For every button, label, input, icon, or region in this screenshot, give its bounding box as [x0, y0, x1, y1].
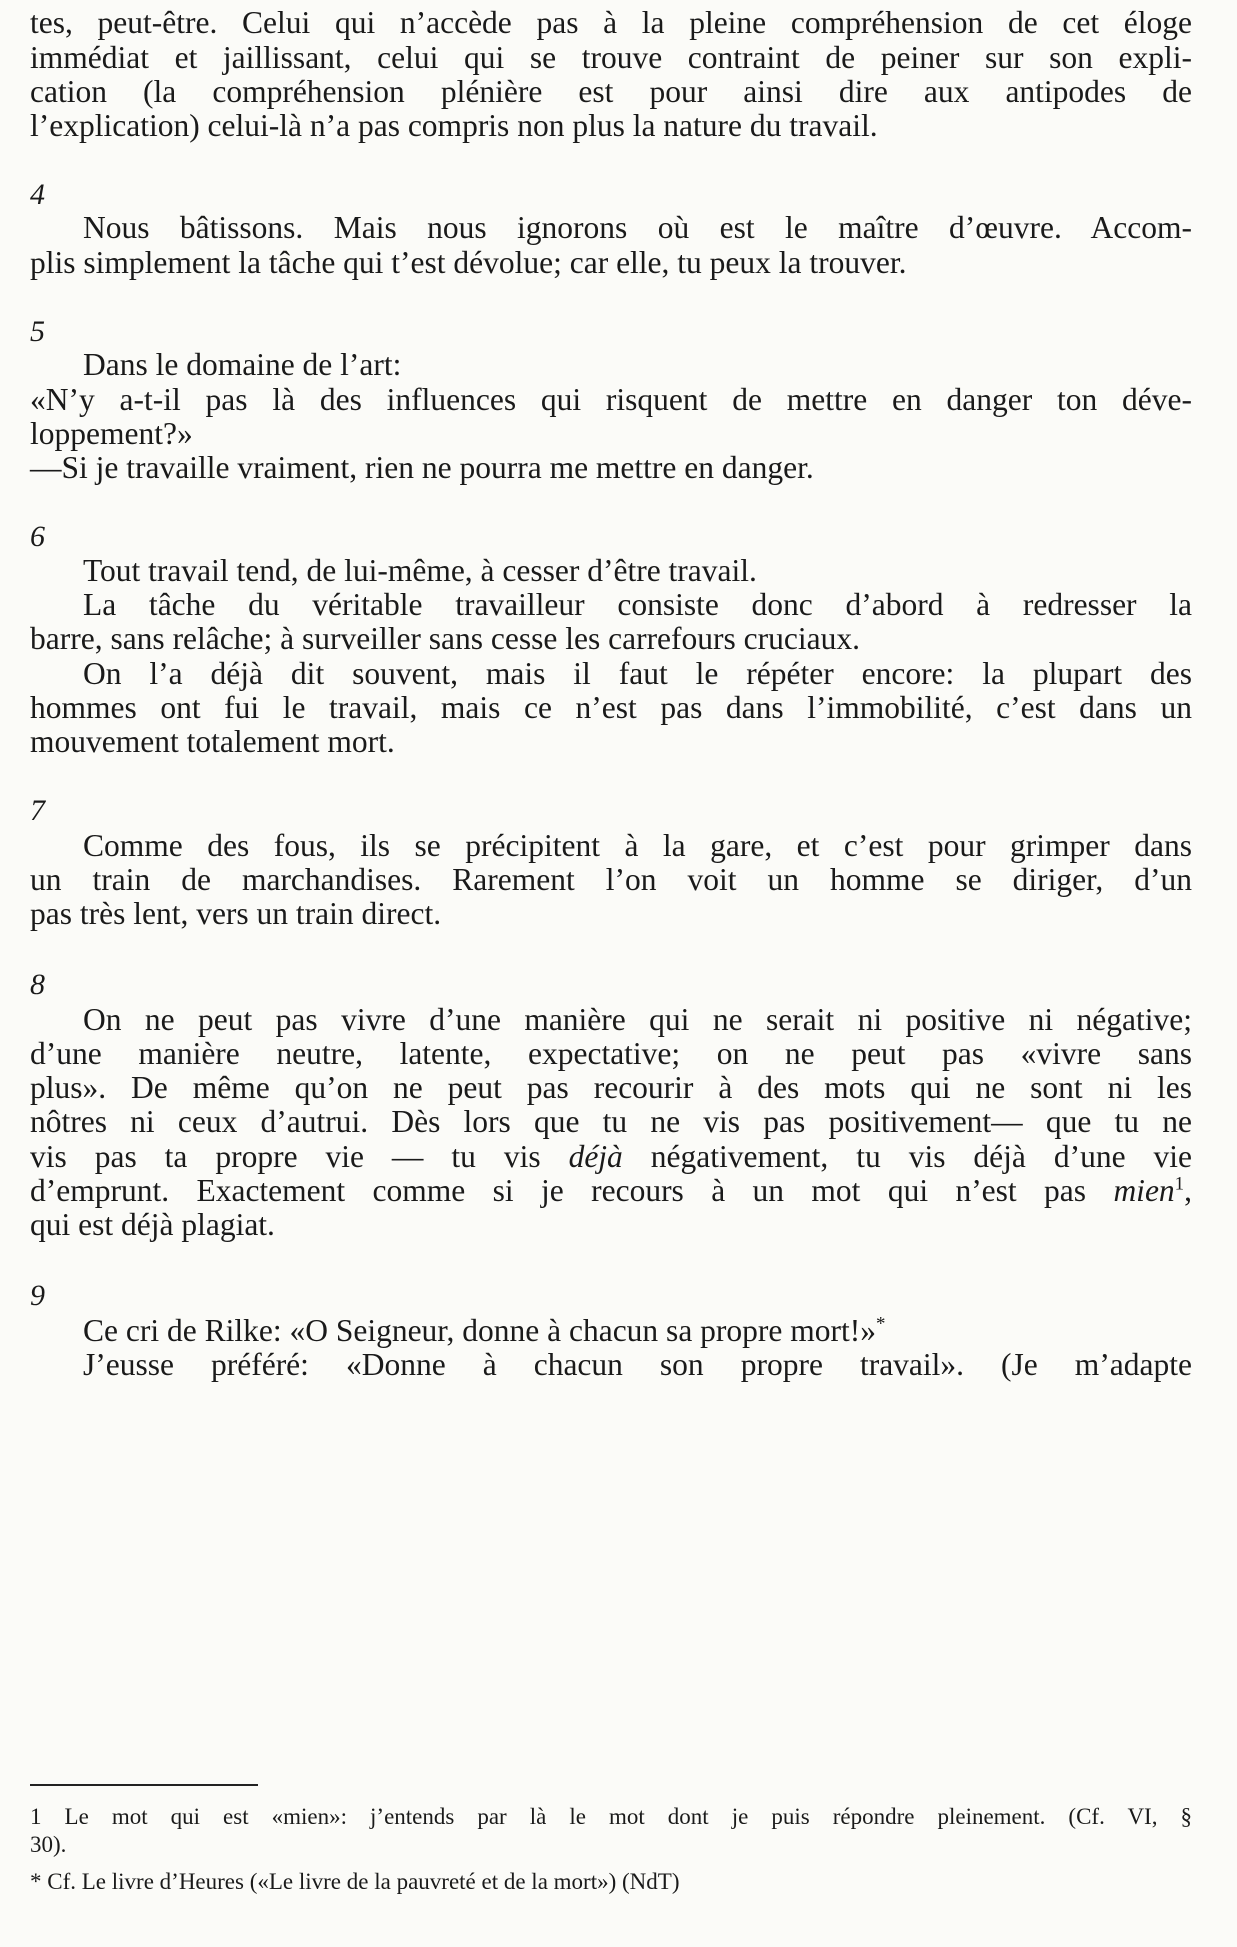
text-line: nôtres ni ceux d’autrui. Dès lors que tu ne vis pas positivement— que tu ne	[30, 1104, 1192, 1139]
section-number: 4	[30, 178, 45, 211]
footnote-mark: *	[30, 1869, 42, 1894]
text-line: Tout travail tend, de lui-même, à cesser d’être travail.	[83, 553, 757, 588]
text-line: Comme des fous, ils se précipitent à la gare, et c’est pour grimper dans	[83, 828, 1192, 863]
text-line: barre, sans relâche; à surveiller sans cesse les carrefours cruciaux.	[30, 621, 860, 656]
footnote-text: Cf. Le livre d’Heures («Le livre de la pauvreté et de la mort») (NdT)	[47, 1869, 680, 1894]
text-line: d’une manière neutre, latente, expectative; on ne peut pas «vivre sans	[30, 1036, 1192, 1071]
footnote-reference: 1	[1174, 1173, 1185, 1195]
section-number: 5	[30, 315, 45, 348]
text-fragment: ,	[1184, 1173, 1192, 1208]
footnote-separator	[30, 1784, 258, 1786]
section-number: 8	[30, 968, 45, 1001]
text-line: hommes ont fui le travail, mais ce n’est pas dans l’immobilité, c’est dans un	[30, 690, 1192, 725]
emphasis-text: déjà	[568, 1139, 623, 1174]
footnote-reference: *	[876, 1313, 886, 1335]
footnote-mark: 1	[30, 1804, 42, 1829]
text-line: —Si je travaille vraiment, rien ne pourra me mettre en danger.	[30, 450, 814, 485]
text-line: loppement?»	[30, 416, 193, 451]
text-line: tes, peut-être. Celui qui n’accède pas à la pleine compréhension de cet éloge	[30, 5, 1192, 40]
text-line: plus». De même qu’on ne peut pas recourir à des mots qui ne sont ni les	[30, 1070, 1192, 1105]
text-fragment: d’emprunt. Exactement comme si je recours à un mot qui n’est pas	[30, 1173, 1087, 1208]
text-line: J’eusse préféré: «Donne à chacun son propre travail». (Je m’adapte	[83, 1347, 1192, 1382]
text-line: un train de marchandises. Rarement l’on voit un homme se diriger, d’un	[30, 862, 1192, 897]
section-number: 6	[30, 520, 45, 553]
text-line: mouvement totalement mort.	[30, 724, 395, 759]
text-line: l’explication) celui-là n’a pas compris non plus la nature du travail.	[30, 108, 878, 143]
emphasis-text: mien	[1113, 1173, 1175, 1208]
text-line: Nous bâtissons. Mais nous ignorons où est le maître d’œuvre. Accom-	[83, 210, 1192, 245]
text-fragment: vis pas ta propre vie — tu vis	[30, 1139, 541, 1174]
footnote-continuation: 30).	[30, 1832, 67, 1857]
text-fragment: négativement, tu vis déjà d’une vie	[650, 1139, 1192, 1174]
text-line: Dans le domaine de l’art:	[83, 347, 402, 382]
text-line: On ne peut pas vivre d’une manière qui ne serait ni positive ni négative;	[83, 1002, 1192, 1037]
text-fragment: Ce cri de Rilke: «O Seigneur, donne à chacun sa propre mort!»	[83, 1313, 876, 1348]
footnote	[30, 1867, 1192, 1897]
text-line: qui est déjà plagiat.	[30, 1207, 275, 1242]
text-line: plis simplement la tâche qui t’est dévolue; car elle, tu peux la trouver.	[30, 245, 907, 280]
text-line: La tâche du véritable travailleur consiste donc d’abord à redresser la	[83, 587, 1192, 622]
text-line: On l’a déjà dit souvent, mais il faut le répéter encore: la plupart des	[83, 656, 1192, 691]
section-number: 9	[30, 1279, 45, 1312]
footnote	[30, 1802, 1192, 1832]
section-number: 7	[30, 794, 45, 827]
text-line: cation (la compréhension plénière est pour ainsi dire aux antipodes de	[30, 74, 1192, 109]
text-line: pas très lent, vers un train direct.	[30, 896, 442, 931]
text-line: «N’y a-t-il pas là des influences qui risquent de mettre en danger ton déve-	[30, 382, 1192, 417]
text-line: immédiat et jaillissant, celui qui se trouve contraint de peiner sur son expli-	[30, 40, 1192, 75]
footnote-text: Le mot qui est «mien»: j’entends par là le mot dont je puis répondre pleinement. (Cf. VI, §	[64, 1804, 1192, 1829]
